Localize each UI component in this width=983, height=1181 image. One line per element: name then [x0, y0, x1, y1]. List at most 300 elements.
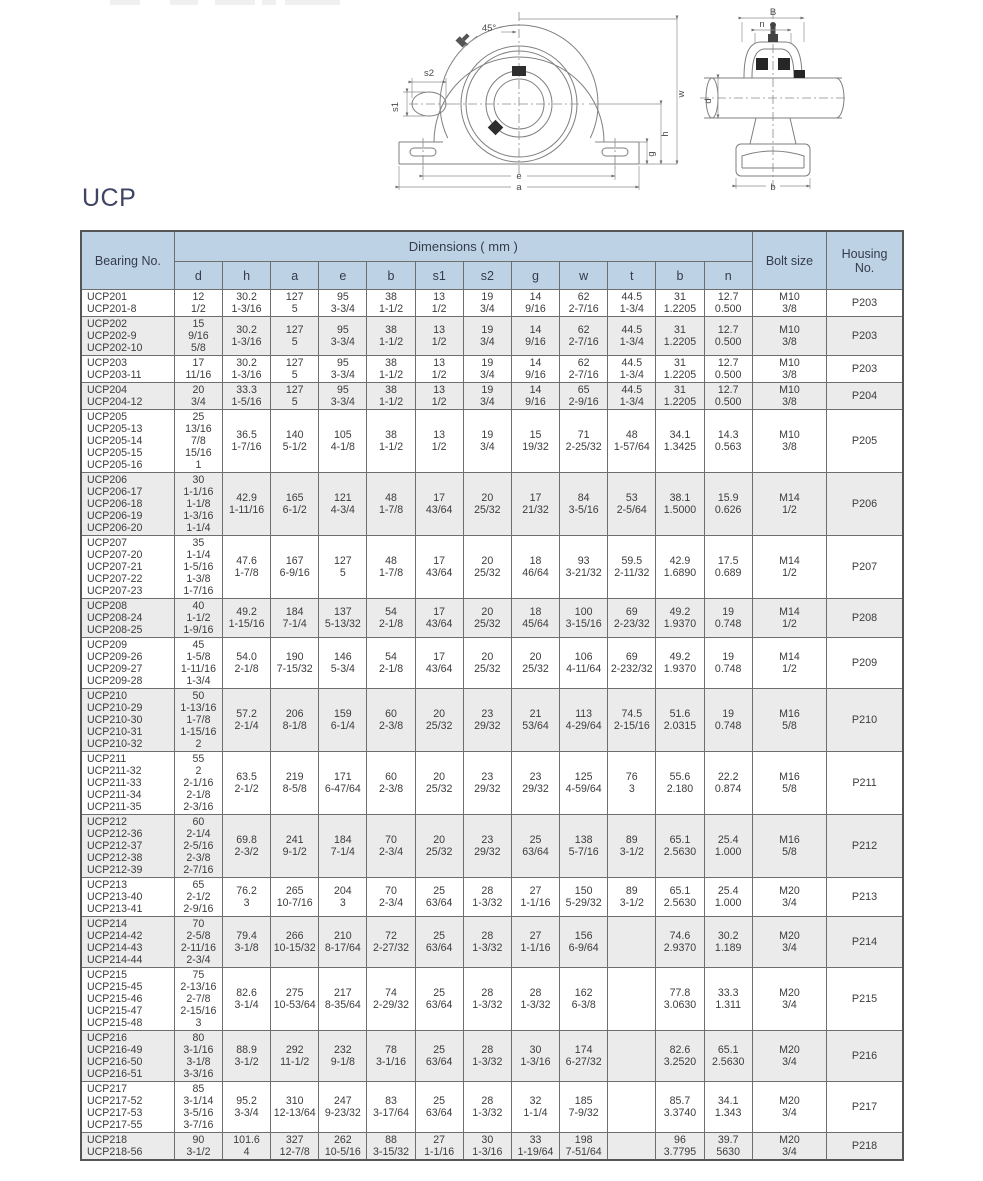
dim-d-cell: 20 3/4: [174, 383, 222, 410]
dim-a-cell: 241 9-1/2: [271, 815, 319, 878]
bolt-size-cell: M10 3/8: [752, 410, 826, 473]
dim-s1-cell: 13 1/2: [415, 317, 463, 356]
bearing-no-cell: UCP209 UCP209-26 UCP209-27 UCP209-28: [81, 638, 174, 689]
bolt-size-cell: M16 5/8: [752, 752, 826, 815]
bolt-size-cell: M10 3/8: [752, 383, 826, 410]
dim-h-cell: 30.2 1-3/16: [222, 356, 270, 383]
housing-no-cell: P204: [827, 383, 903, 410]
dim-e-cell: 217 8-35/64: [319, 968, 367, 1031]
col-header-d: d: [174, 262, 222, 290]
bolt-size-cell: M20 3/4: [752, 1082, 826, 1133]
label-w: w: [676, 90, 687, 98]
dim-b-cell: 88 3-15/32: [367, 1133, 415, 1161]
housing-no-cell: P218: [827, 1133, 903, 1161]
table-body: [81, 290, 903, 1161]
dim-a-cell: 219 8-5/8: [271, 752, 319, 815]
dim-w-cell: 198 7-51/64: [560, 1133, 608, 1161]
table-row-UCP214: [81, 917, 903, 968]
dim-b-cell: 49.2 1.9370: [656, 638, 704, 689]
dim-e-cell: 184 7-1/4: [319, 815, 367, 878]
col-header-b2: b: [656, 262, 704, 290]
dim-t-cell: 48 1-57/64: [608, 410, 656, 473]
dim-a-cell: 327 12-7/8: [271, 1133, 319, 1161]
col-header-g: g: [511, 262, 559, 290]
dim-h-cell: 36.5 1-7/16: [222, 410, 270, 473]
table-row-UCP203: [81, 356, 903, 383]
dim-b-cell: 74.6 2.9370: [656, 917, 704, 968]
pillow-block-side-view-drawing: [698, 6, 848, 192]
dim-t-cell: 59.5 2-11/32: [608, 536, 656, 599]
dim-n-cell: 25.4 1.000: [704, 815, 752, 878]
bearing-no-cell: UCP217 UCP217-52 UCP217-53 UCP217-55: [81, 1082, 174, 1133]
dim-b-cell: 78 3-1/16: [367, 1031, 415, 1082]
dim-e-cell: 121 4-3/4: [319, 473, 367, 536]
dim-g-cell: 27 1-1/16: [511, 878, 559, 917]
dim-s2-cell: 28 1-3/32: [463, 917, 511, 968]
grease-fitting: [455, 31, 471, 47]
dim-g-cell: 33 1-19/64: [511, 1133, 559, 1161]
dim-e-cell: 137 5-13/32: [319, 599, 367, 638]
dim-b-cell: 48 1-7/8: [367, 536, 415, 599]
housing-no-cell: P206: [827, 473, 903, 536]
dim-t-cell: 69 2-23/32: [608, 599, 656, 638]
dim-h-cell: 82.6 3-1/4: [222, 968, 270, 1031]
housing-no-cell: P203: [827, 356, 903, 383]
dim-a-cell: 127 5: [271, 356, 319, 383]
dim-s1-cell: 27 1-1/16: [415, 1133, 463, 1161]
dim-s1-cell: 20 25/32: [415, 815, 463, 878]
dim-n-cell: 14.3 0.563: [704, 410, 752, 473]
col-header-w: w: [560, 262, 608, 290]
dim-h-cell: 95.2 3-3/4: [222, 1082, 270, 1133]
dim-d-cell: 12 1/2: [174, 290, 222, 317]
grease-nipple: [768, 22, 778, 42]
bolt-size-cell: M16 5/8: [752, 815, 826, 878]
housing-no-cell: P208: [827, 599, 903, 638]
bearing-no-cell: UCP211 UCP211-32 UCP211-33 UCP211-34 UCP211-35: [81, 752, 174, 815]
bearing-no-cell: UCP201 UCP201-8: [81, 290, 174, 317]
dim-e-cell: 95 3-3/4: [319, 383, 367, 410]
dim-h-cell: 49.2 1-15/16: [222, 599, 270, 638]
dim-s2-cell: 23 29/32: [463, 689, 511, 752]
dim-e-cell: 159 6-1/4: [319, 689, 367, 752]
dim-s2-cell: 20 25/32: [463, 536, 511, 599]
dim-b-cell: 48 1-7/8: [367, 473, 415, 536]
dim-b-cell: 60 2-3/8: [367, 752, 415, 815]
table-row-UCP212: [81, 815, 903, 878]
bolt-size-cell: M20 3/4: [752, 1133, 826, 1161]
bearing-no-cell: UCP202 UCP202-9 UCP202-10: [81, 317, 174, 356]
housing-no-cell: P209: [827, 638, 903, 689]
dim-e-cell: 105 4-1/8: [319, 410, 367, 473]
bolt-size-cell: M20 3/4: [752, 878, 826, 917]
bearing-no-cell: UCP218 UCP218-56: [81, 1133, 174, 1161]
dim-w-cell: 93 3-21/32: [560, 536, 608, 599]
dim-b-cell: 34.1 1.3425: [656, 410, 704, 473]
dim-s2-cell: 20 25/32: [463, 473, 511, 536]
dimensions-header: Dimensions ( mm ): [174, 231, 752, 262]
dim-w-cell: 62 2-7/16: [560, 290, 608, 317]
bolt-size-cell: M14 1/2: [752, 536, 826, 599]
bearing-no-header: Bearing No.: [81, 231, 174, 290]
dim-g-cell: 28 1-3/32: [511, 968, 559, 1031]
dim-t-cell: 89 3-1/2: [608, 878, 656, 917]
dim-b-cell: 72 2-27/32: [367, 917, 415, 968]
label-n: n: [759, 19, 765, 30]
bolt-size-cell: M16 5/8: [752, 689, 826, 752]
table-row-UCP215: [81, 968, 903, 1031]
col-header-a: a: [271, 262, 319, 290]
dim-w-cell: 185 7-9/32: [560, 1082, 608, 1133]
dim-a-cell: 266 10-15/32: [271, 917, 319, 968]
dim-h-cell: 63.5 2-1/2: [222, 752, 270, 815]
dim-s1-cell: 25 63/64: [415, 1082, 463, 1133]
dim-t-cell: [608, 917, 656, 968]
label-B: B: [769, 7, 777, 18]
dim-t-cell: 69 2-232/32: [608, 638, 656, 689]
table-row-UCP211: [81, 752, 903, 815]
dim-g-cell: 20 25/32: [511, 638, 559, 689]
dim-d-cell: 40 1-1/2 1-9/16: [174, 599, 222, 638]
table-row-UCP210: [81, 689, 903, 752]
dim-g-cell: 17 21/32: [511, 473, 559, 536]
dim-t-cell: 76 3: [608, 752, 656, 815]
dim-n-cell: 17.5 0.689: [704, 536, 752, 599]
dim-n-cell: 15.9 0.626: [704, 473, 752, 536]
dim-b-cell: 51.6 2.0315: [656, 689, 704, 752]
housing-no-cell: P215: [827, 968, 903, 1031]
dim-s2-cell: 19 3/4: [463, 290, 511, 317]
dim-g-cell: 14 9/16: [511, 290, 559, 317]
dim-b-cell: 65.1 2.5630: [656, 815, 704, 878]
dim-a-cell: 275 10-53/64: [271, 968, 319, 1031]
dim-t-cell: [608, 1082, 656, 1133]
dim-b-cell: 55.6 2.180: [656, 752, 704, 815]
dim-d-cell: 25 13/16 7/8 15/16 1: [174, 410, 222, 473]
dim-n-cell: 25.4 1.000: [704, 878, 752, 917]
label-g: g: [646, 151, 657, 157]
cropped-text-artifact: [110, 0, 140, 5]
dim-s2-cell: 28 1-3/32: [463, 1031, 511, 1082]
dim-b-cell: 31 1.2205: [656, 356, 704, 383]
dim-w-cell: 62 2-7/16: [560, 317, 608, 356]
dim-g-cell: 18 45/64: [511, 599, 559, 638]
dim-w-cell: 125 4-59/64: [560, 752, 608, 815]
dim-b-cell: 38 1-1/2: [367, 317, 415, 356]
bearing-no-cell: UCP206 UCP206-17 UCP206-18 UCP206-19 UCP206-20: [81, 473, 174, 536]
dim-e-cell: 127 5: [319, 536, 367, 599]
dim-h-cell: 33.3 1-5/16: [222, 383, 270, 410]
dim-n-cell: 33.3 1.311: [704, 968, 752, 1031]
bearing-no-cell: UCP213 UCP213-40 UCP213-41: [81, 878, 174, 917]
dim-h-cell: 47.6 1-7/8: [222, 536, 270, 599]
dim-h-cell: 69.8 2-3/2: [222, 815, 270, 878]
dim-s1-cell: 17 43/64: [415, 536, 463, 599]
dim-d-cell: 80 3-1/16 3-1/8 3-3/16: [174, 1031, 222, 1082]
dim-b-cell: 38 1-1/2: [367, 410, 415, 473]
dim-b-cell: 85.7 3.3740: [656, 1082, 704, 1133]
dim-b-cell: 31 1.2205: [656, 383, 704, 410]
housing-no-cell: P217: [827, 1082, 903, 1133]
dim-w-cell: 65 2-9/16: [560, 383, 608, 410]
housing-no-cell: P212: [827, 815, 903, 878]
housing-no-cell: P203: [827, 317, 903, 356]
bearing-no-cell: UCP210 UCP210-29 UCP210-30 UCP210-31 UCP210-32: [81, 689, 174, 752]
dim-g-cell: 27 1-1/16: [511, 917, 559, 968]
dim-n-cell: 12.7 0.500: [704, 290, 752, 317]
dimensions-table: [80, 230, 904, 1161]
dim-n-cell: 34.1 1.343: [704, 1082, 752, 1133]
dim-h-cell: 42.9 1-11/16: [222, 473, 270, 536]
dim-d-cell: 55 2 2-1/16 2-1/8 2-3/16: [174, 752, 222, 815]
dim-d-cell: 75 2-13/16 2-7/8 2-15/16 3: [174, 968, 222, 1031]
dim-b-cell: 42.9 1.6890: [656, 536, 704, 599]
bolt-size-cell: M14 1/2: [752, 599, 826, 638]
dim-b-cell: 38.1 1.5000: [656, 473, 704, 536]
dim-a-cell: 310 12-13/64: [271, 1082, 319, 1133]
dim-g-cell: 14 9/16: [511, 383, 559, 410]
dim-d-cell: 35 1-1/4 1-5/16 1-3/8 1-7/16: [174, 536, 222, 599]
table-header: [81, 231, 903, 290]
dim-b-cell: 60 2-3/8: [367, 689, 415, 752]
col-header-s2: s2: [463, 262, 511, 290]
dim-b-cell: 70 2-3/4: [367, 878, 415, 917]
label-s2: s2: [423, 68, 435, 79]
dim-s2-cell: 30 1-3/16: [463, 1133, 511, 1161]
col-header-s1: s1: [415, 262, 463, 290]
table-row-UCP207: [81, 536, 903, 599]
label-h: h: [660, 131, 671, 137]
dim-h-cell: 54.0 2-1/8: [222, 638, 270, 689]
dim-g-cell: 18 46/64: [511, 536, 559, 599]
dim-s2-cell: 19 3/4: [463, 356, 511, 383]
dim-a-cell: 127 5: [271, 383, 319, 410]
dim-b-cell: 65.1 2.5630: [656, 878, 704, 917]
table-row-UCP206: [81, 473, 903, 536]
bolt-size-cell: M10 3/8: [752, 290, 826, 317]
dim-b-cell: 31 1.2205: [656, 290, 704, 317]
dim-e-cell: 232 9-1/8: [319, 1031, 367, 1082]
dim-g-cell: 15 19/32: [511, 410, 559, 473]
dim-s2-cell: 28 1-3/32: [463, 878, 511, 917]
dim-s2-cell: 28 1-3/32: [463, 968, 511, 1031]
bearing-no-cell: UCP207 UCP207-20 UCP207-21 UCP207-22 UCP207-23: [81, 536, 174, 599]
bolt-size-cell: M10 3/8: [752, 317, 826, 356]
dim-t-cell: 44.5 1-3/4: [608, 356, 656, 383]
dim-h-cell: 57.2 2-1/4: [222, 689, 270, 752]
cropped-text-artifact: [285, 0, 340, 5]
dim-g-cell: 23 29/32: [511, 752, 559, 815]
dim-s1-cell: 20 25/32: [415, 752, 463, 815]
table-row-UCP204: [81, 383, 903, 410]
dim-t-cell: 44.5 1-3/4: [608, 290, 656, 317]
dim-b-cell: 82.6 3.2520: [656, 1031, 704, 1082]
housing-header-line2: No.: [854, 260, 875, 275]
dim-w-cell: 84 3-5/16: [560, 473, 608, 536]
pillow-block-front-view-drawing: [388, 6, 690, 192]
dim-s2-cell: 23 29/32: [463, 752, 511, 815]
bearing-no-cell: UCP212 UCP212-36 UCP212-37 UCP212-38 UCP212-39: [81, 815, 174, 878]
dim-h-cell: 79.4 3-1/8: [222, 917, 270, 968]
table-row-UCP213: [81, 878, 903, 917]
dim-b-cell: 96 3.7795: [656, 1133, 704, 1161]
bolt-size-cell: M14 1/2: [752, 473, 826, 536]
dim-s2-cell: 23 29/32: [463, 815, 511, 878]
dim-b-cell: 31 1.2205: [656, 317, 704, 356]
dim-n-cell: 19 0.748: [704, 689, 752, 752]
dim-s1-cell: 25 63/64: [415, 1031, 463, 1082]
dim-a-cell: 206 8-1/8: [271, 689, 319, 752]
dim-d-cell: 30 1-1/16 1-1/8 1-3/16 1-1/4: [174, 473, 222, 536]
dim-e-cell: 247 9-23/32: [319, 1082, 367, 1133]
dim-n-cell: 12.7 0.500: [704, 383, 752, 410]
dim-a-cell: 167 6-9/16: [271, 536, 319, 599]
dim-h-cell: 76.2 3: [222, 878, 270, 917]
dim-s1-cell: 13 1/2: [415, 410, 463, 473]
dim-s2-cell: 19 3/4: [463, 317, 511, 356]
dim-g-cell: 21 53/64: [511, 689, 559, 752]
dim-n-cell: 12.7 0.500: [704, 356, 752, 383]
dim-e-cell: 95 3-3/4: [319, 317, 367, 356]
dim-w-cell: 150 5-29/32: [560, 878, 608, 917]
dim-n-cell: 22.2 0.874: [704, 752, 752, 815]
dim-b-cell: 38 1-1/2: [367, 383, 415, 410]
dim-b-cell: 74 2-29/32: [367, 968, 415, 1031]
dim-t-cell: 74.5 2-15/16: [608, 689, 656, 752]
housing-header-line1: Housing: [841, 246, 888, 261]
dim-t-cell: 44.5 1-3/4: [608, 383, 656, 410]
dim-a-cell: 140 5-1/2: [271, 410, 319, 473]
housing-no-cell: P207: [827, 536, 903, 599]
housing-no-cell: P216: [827, 1031, 903, 1082]
dim-e-cell: 171 6-47/64: [319, 752, 367, 815]
dim-h-cell: 30.2 1-3/16: [222, 317, 270, 356]
dim-w-cell: 62 2-7/16: [560, 356, 608, 383]
dim-h-cell: 101.6 4: [222, 1133, 270, 1161]
dim-s2-cell: 19 3/4: [463, 410, 511, 473]
dim-g-cell: 30 1-3/16: [511, 1031, 559, 1082]
label-e: e: [516, 171, 522, 182]
dim-a-cell: 127 5: [271, 290, 319, 317]
bearing-no-cell: UCP208 UCP208-24 UCP208-25: [81, 599, 174, 638]
dim-e-cell: 262 10-5/16: [319, 1133, 367, 1161]
bolt-size-cell: M10 3/8: [752, 356, 826, 383]
dim-w-cell: 138 5-7/16: [560, 815, 608, 878]
table-row-UCP217: [81, 1082, 903, 1133]
label-a: a: [516, 182, 522, 192]
dim-a-cell: 292 11-1/2: [271, 1031, 319, 1082]
housing-no-cell: P214: [827, 917, 903, 968]
dim-d-cell: 65 2-1/2 2-9/16: [174, 878, 222, 917]
housing-no-cell: P203: [827, 290, 903, 317]
bolt-size-cell: M20 3/4: [752, 1031, 826, 1082]
col-header-e: e: [319, 262, 367, 290]
bolt-size-cell: M20 3/4: [752, 968, 826, 1031]
bolt-size-header: Bolt size: [752, 231, 826, 290]
set-screw-top: [512, 66, 526, 76]
dim-d-cell: 45 1-5/8 1-11/16 1-3/4: [174, 638, 222, 689]
dim-s1-cell: 25 63/64: [415, 917, 463, 968]
bearing-section: [756, 58, 805, 78]
col-header-t: t: [608, 262, 656, 290]
dim-s1-cell: 13 1/2: [415, 290, 463, 317]
dim-s1-cell: 25 63/64: [415, 968, 463, 1031]
dim-d-cell: 90 3-1/2: [174, 1133, 222, 1161]
table-row-UCP209: [81, 638, 903, 689]
dim-w-cell: 113 4-29/64: [560, 689, 608, 752]
cropped-text-artifact: [215, 0, 255, 5]
table-row-UCP205: [81, 410, 903, 473]
dim-g-cell: 25 63/64: [511, 815, 559, 878]
dim-h-cell: 88.9 3-1/2: [222, 1031, 270, 1082]
dim-d-cell: 50 1-13/16 1-7/8 1-15/16 2: [174, 689, 222, 752]
bolt-size-cell: M20 3/4: [752, 917, 826, 968]
dim-s2-cell: 20 25/32: [463, 638, 511, 689]
dim-s1-cell: 13 1/2: [415, 383, 463, 410]
dim-s2-cell: 20 25/32: [463, 599, 511, 638]
cropped-text-artifact: [170, 0, 198, 5]
dim-t-cell: [608, 1031, 656, 1082]
bolt-size-cell: M14 1/2: [752, 638, 826, 689]
dim-e-cell: 95 3-3/4: [319, 290, 367, 317]
set-screw-diagonal: [488, 120, 504, 136]
page-title: UCP: [82, 184, 137, 212]
dim-e-cell: 210 8-17/64: [319, 917, 367, 968]
col-header-h: h: [222, 262, 270, 290]
dim-a-cell: 265 10-7/16: [271, 878, 319, 917]
dim-n-cell: 19 0.748: [704, 599, 752, 638]
dim-d-cell: 17 11/16: [174, 356, 222, 383]
housing-no-header: [827, 231, 903, 290]
dim-b-cell: 83 3-17/64: [367, 1082, 415, 1133]
dim-s1-cell: 25 63/64: [415, 878, 463, 917]
dim-d-cell: 15 9/16 5/8: [174, 317, 222, 356]
dim-n-cell: 65.1 2.5630: [704, 1031, 752, 1082]
dim-e-cell: 146 5-3/4: [319, 638, 367, 689]
table-row-UCP201: [81, 290, 903, 317]
bearing-no-cell: UCP216 UCP216-49 UCP216-50 UCP216-51: [81, 1031, 174, 1082]
dim-n-cell: 19 0.748: [704, 638, 752, 689]
bearing-no-cell: UCP215 UCP215-45 UCP215-46 UCP215-47 UCP215-48: [81, 968, 174, 1031]
dim-w-cell: 100 3-15/16: [560, 599, 608, 638]
table-row-UCP208: [81, 599, 903, 638]
dim-b-cell: 70 2-3/4: [367, 815, 415, 878]
dim-n-cell: 39.7 5630: [704, 1133, 752, 1161]
housing-no-cell: P211: [827, 752, 903, 815]
dim-b-cell: 54 2-1/8: [367, 638, 415, 689]
col-header-n: n: [704, 262, 752, 290]
cropped-text-artifact: [262, 0, 276, 5]
dim-t-cell: [608, 1133, 656, 1161]
dim-n-cell: 30.2 1.189: [704, 917, 752, 968]
dim-s1-cell: 20 25/32: [415, 689, 463, 752]
dim-g-cell: 14 9/16: [511, 356, 559, 383]
dim-s1-cell: 17 43/64: [415, 473, 463, 536]
dim-w-cell: 71 2-25/32: [560, 410, 608, 473]
dim-s1-cell: 17 43/64: [415, 638, 463, 689]
dim-w-cell: 156 6-9/64: [560, 917, 608, 968]
housing-no-cell: P205: [827, 410, 903, 473]
dim-e-cell: 95 3-3/4: [319, 356, 367, 383]
dim-a-cell: 165 6-1/2: [271, 473, 319, 536]
dim-b-cell: 38 1-1/2: [367, 356, 415, 383]
dim-b-cell: 77.8 3.0630: [656, 968, 704, 1031]
label-45deg: 45°: [481, 23, 497, 34]
bearing-no-cell: UCP203 UCP203-11: [81, 356, 174, 383]
dim-b-cell: 38 1-1/2: [367, 290, 415, 317]
bearing-no-cell: UCP204 UCP204-12: [81, 383, 174, 410]
dim-s2-cell: 28 1-3/32: [463, 1082, 511, 1133]
